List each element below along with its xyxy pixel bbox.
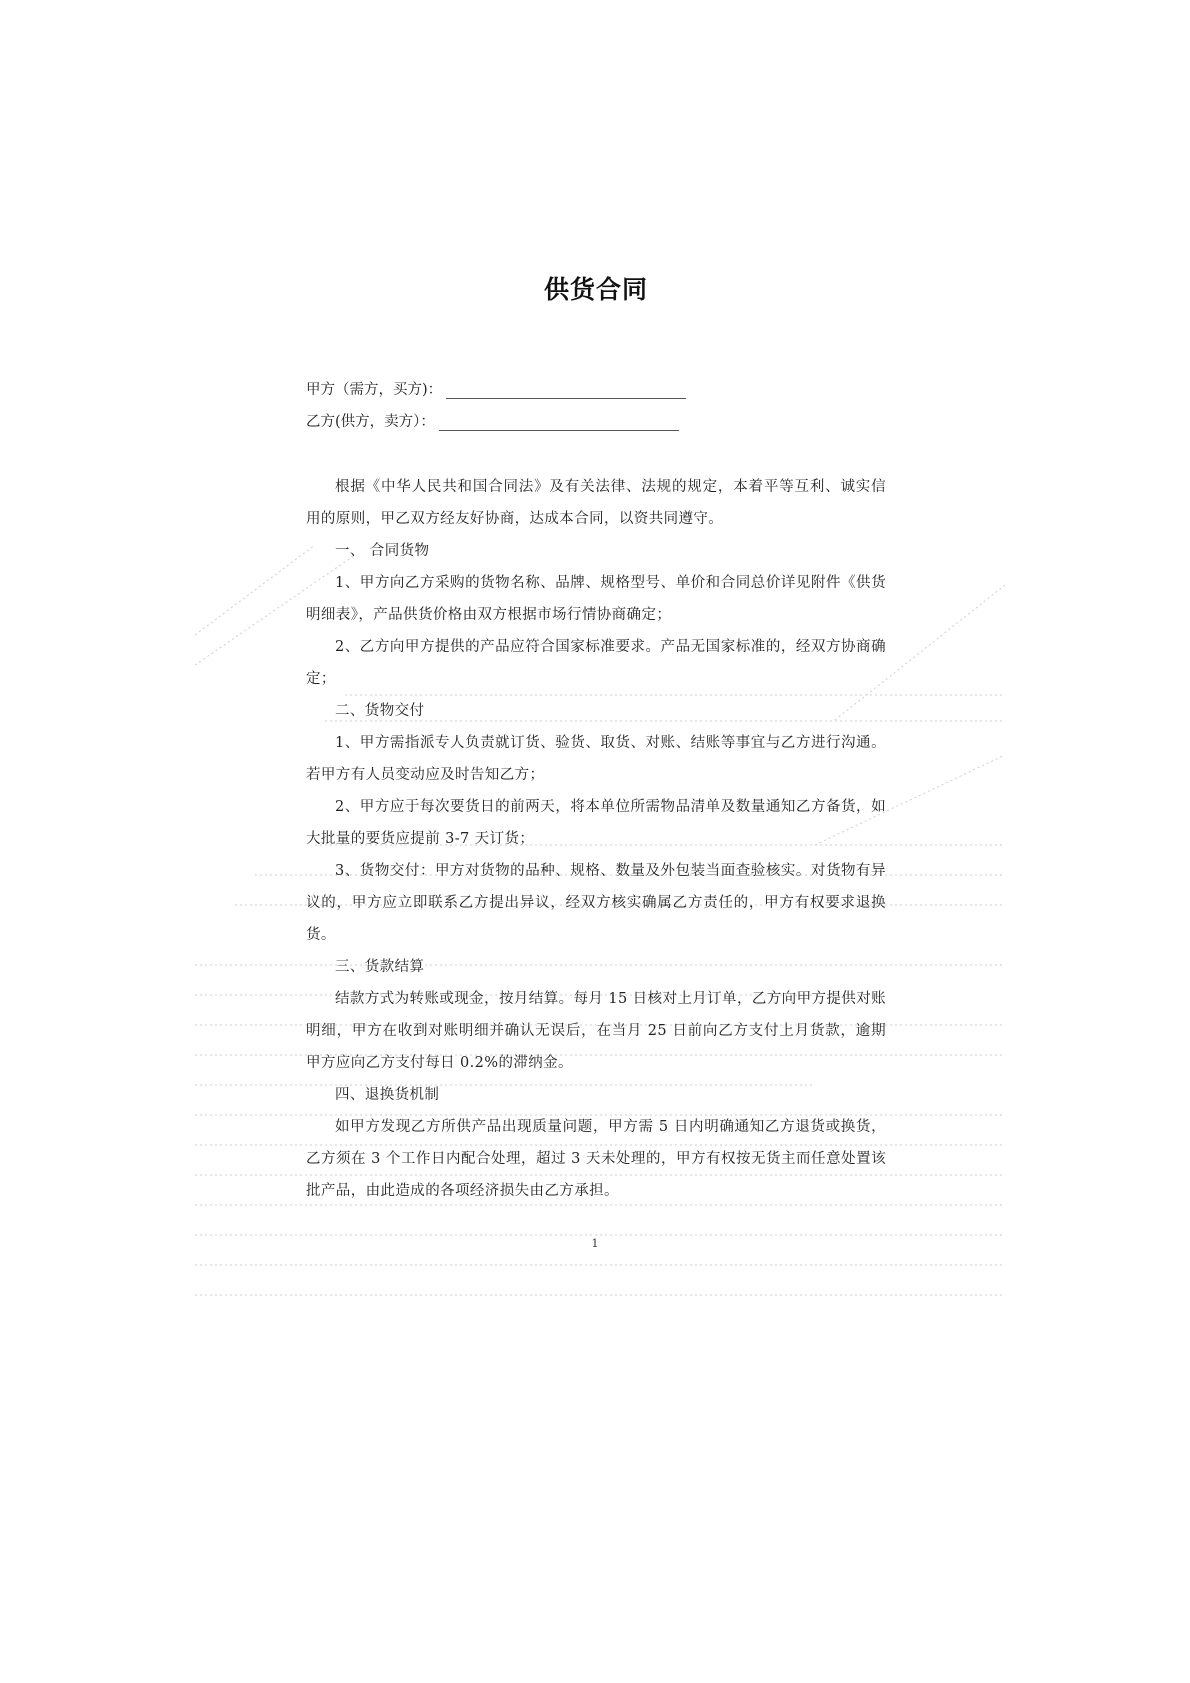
section-heading: 一、 合同货物 [335,543,430,559]
section-paragraph: 结款方式为转账或现金，按月结算。每月 15 日核对上月订单，乙方向甲方提供对账明细，甲方在收到对账明细并确认无误后，在当月 25 日前向乙方支付上月货款，逾期甲方应向乙方支付每日 0.2%的滞纳金。 [306,991,886,1071]
party-a-label: 甲方（需方，买方)： [306,382,443,398]
section-heading: 三、货款结算 [335,959,425,975]
page-number: 1 [591,1237,599,1250]
party-a-line [306,367,886,399]
section-paragraph: 3、货物交付：甲方对货物的品种、规格、数量及外包装当面查验核实。对货物有异议的，甲方应立即联系乙方提出异议，经双方核实确属乙方责任的，甲方有权要求退换货。 [306,863,886,943]
party-fields [306,367,886,431]
section-heading: 四、退换货机制 [335,1087,440,1103]
section-paragraph: 1、甲方需指派专人负责就订货、验货、取货、对账、结账等事宜与乙方进行沟通。若甲方有人员变动应及时告知乙方； [306,735,886,783]
party-a-blank-line [446,378,686,399]
document-title: 供货合同 [543,275,648,304]
section-paragraph: 如甲方发现乙方所供产品出现质量问题，甲方需 5 日内明确通知乙方退货或换货，乙方须在 3 个工作日内配合处理，超过 3 天未处理的，甲方有权按无货主而任意处置该批产品，由此造成的各项经济损失由乙方承担。 [306,1119,886,1199]
section-heading: 二、货物交付 [335,703,425,719]
party-b-label: 乙方(供方，卖方）： [306,414,435,430]
preamble-paragraph: 根据《中华人民共和国合同法》及有关法律、法规的规定，本着平等互利、诚实信用的原则，甲乙双方经友好协商，达成本合同，以资共同遵守。 [306,479,886,527]
section-paragraph: 2、乙方向甲方提供的产品应符合国家标准要求。产品无国家标准的，经双方协商确定； [306,639,886,687]
party-b-blank-line [439,410,679,431]
party-b-line [306,399,886,431]
section-paragraph: 2、甲方应于每次要货日的前两天，将本单位所需物品清单及数量通知乙方备货，如大批量的要货应提前 3-7 天订货； [306,799,886,847]
section-paragraph: 1、甲方向乙方采购的货物名称、品牌、规格型号、单价和合同总价详见附件《供货明细表》，产品供货价格由双方根据市场行情协商确定； [306,575,886,623]
contract-document [306,265,886,1207]
